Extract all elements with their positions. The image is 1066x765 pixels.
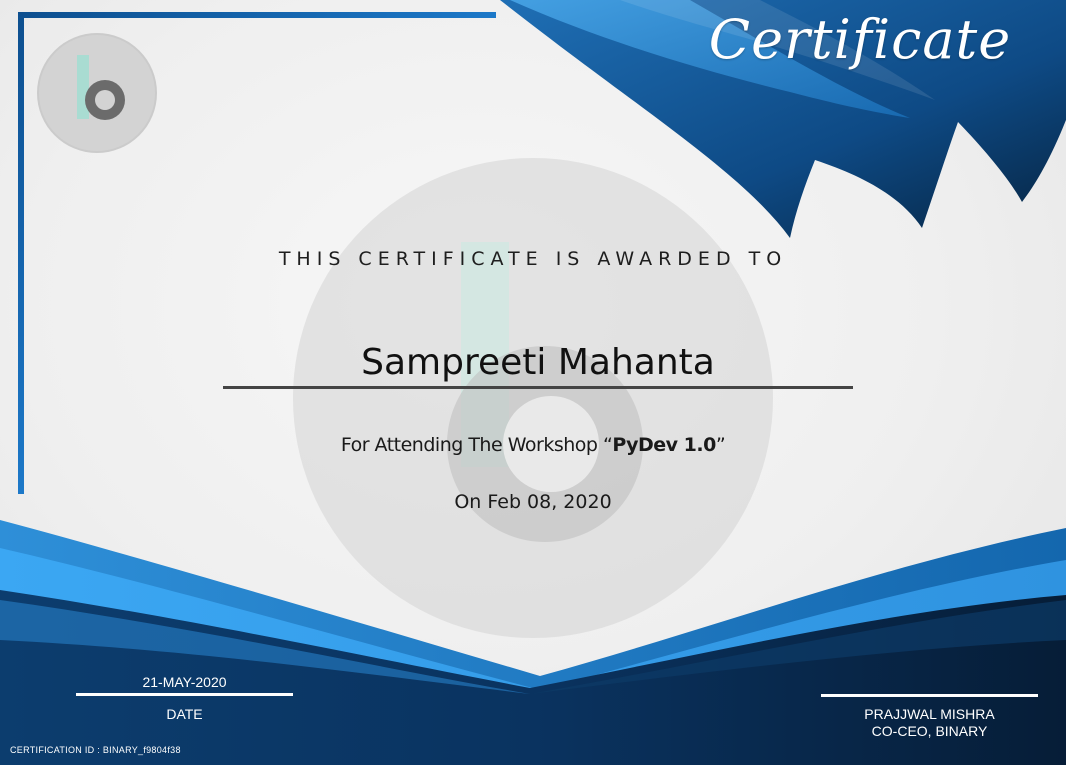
event-date: On Feb 08, 2020 xyxy=(454,491,612,513)
attendance-reason xyxy=(0,434,1066,456)
issue-date-value: 21-MAY-2020 xyxy=(142,674,227,690)
workshop-name: PyDev 1.0 xyxy=(612,434,716,456)
recipient-name: Sampreeti Mahanta xyxy=(361,342,715,383)
signer-signature-line xyxy=(821,694,1038,697)
date-label: DATE xyxy=(166,706,203,722)
awarded-to-label: THIS CERTIFICATE IS AWARDED TO xyxy=(278,248,788,270)
binary-b-watermark-icon xyxy=(293,158,773,638)
reason-suffix: ” xyxy=(715,434,726,456)
reason-prefix: For Attending The Workshop “ xyxy=(340,434,613,456)
frame-top-border xyxy=(18,12,496,18)
signer-name: PRAJJWAL MISHRA xyxy=(864,706,995,722)
certificate-title: Certificate xyxy=(708,8,1012,71)
binary-b-logo-icon xyxy=(37,33,157,153)
certification-id: CERTIFICATION ID : BINARY_f9804f38 xyxy=(10,745,181,755)
date-signature-line xyxy=(76,693,293,696)
signer-title: CO-CEO, BINARY xyxy=(871,723,988,739)
recipient-underline xyxy=(223,386,853,389)
